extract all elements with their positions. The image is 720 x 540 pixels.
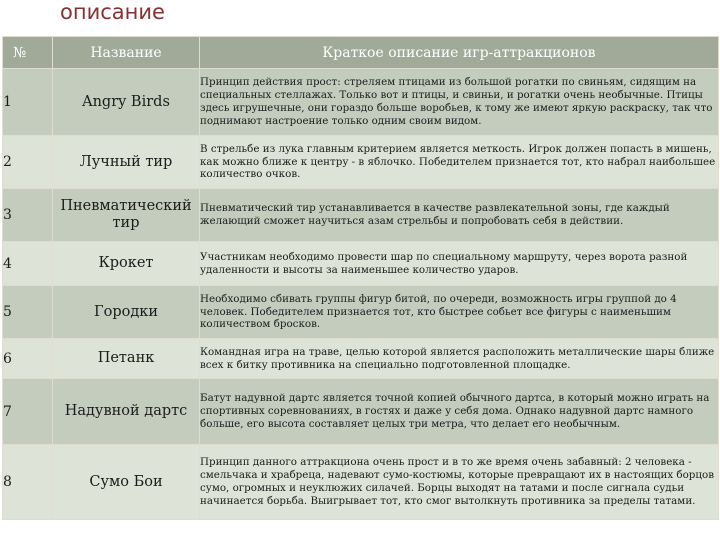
table-row [3,242,719,286]
row-number: 5 [3,286,53,339]
row-number: 4 [3,242,53,286]
header-number: № [3,37,53,69]
attractions-table [2,36,719,520]
row-name: Сумо Бои [53,445,200,520]
table-header-row [3,37,719,69]
header-description: Краткое описание игр-аттракционов [200,37,719,69]
row-description: Командная игра на траве, целью которой является расположить металлические шары ближе всех к битку противника на специально подготовленной площадке. [200,339,719,379]
row-number: 2 [3,136,53,189]
row-number: 7 [3,379,53,445]
row-number: 6 [3,339,53,379]
row-name: Городки [53,286,200,339]
table-row [3,339,719,379]
table-row [3,189,719,242]
row-name: Петанк [53,339,200,379]
row-description: Батут надувной дартс является точной копией обычного дартса, в который можно играть на спортивных соревнованиях, в гостях и даже у себя дома. Однако надувной дартс намного больше, его высота составляет целых три метра, что делает его необычным. [200,379,719,445]
table-row [3,69,719,136]
header-name: Название [53,37,200,69]
row-number: 1 [3,69,53,136]
row-description: В стрельбе из лука главным критерием является меткость. Игрок должен попасть в мишень, как можно ближе к центру - в яблочко. Победителем признается тот, кто набрал наибольшее количество очков. [200,136,719,189]
row-name: Пневматический тир [53,189,200,242]
row-name: Лучный тир [53,136,200,189]
table-row [3,286,719,339]
row-number: 3 [3,189,53,242]
table-row [3,136,719,189]
row-description: Участникам необходимо провести шар по специальному маршруту, через ворота разной удаленности и высоты за наименьшее количество ударов. [200,242,719,286]
table-row [3,445,719,520]
row-name: Надувной дартс [53,379,200,445]
table-row [3,379,719,445]
page-title: описание [60,0,165,24]
row-description: Необходимо сбивать группы фигур битой, по очереди, возможность игры группой до 4 человек. Победителем признается тот, кто быстрее собьет все фигуры с наименьшим количеством бросков. [200,286,719,339]
row-number: 8 [3,445,53,520]
row-name: Крокет [53,242,200,286]
row-name: Angry Birds [53,69,200,136]
row-description: Принцип действия прост: стреляем птицами из большой рогатки по свиньям, сидящим на специальных стеллажах. Только вот и птицы, и свиньи, и рогатки очень необычные. Птицы здесь игрушечные, они гораздо больше воробьев, к тому же имеют яркую раскраску, так что поднимают настроение только одним своим видом. [200,69,719,136]
row-description: Принцип данного аттракциона очень прост и в то же время очень забавный: 2 человека - смельчака и храбреца, надевают сумо-костюмы, которые превращают их в настоящих борцов сумо, огромных и неуклюжих силачей. Борцы выходят на татами и после сигнала судьи начинается борьба. Выигрывает тот, кто смог вытолкнуть противника за пределы татами. [200,445,719,520]
row-description: Пневматический тир устанавливается в качестве развлекательной зоны, где каждый желающий сможет научиться азам стрельбы и попробовать себя в действии. [200,189,719,242]
